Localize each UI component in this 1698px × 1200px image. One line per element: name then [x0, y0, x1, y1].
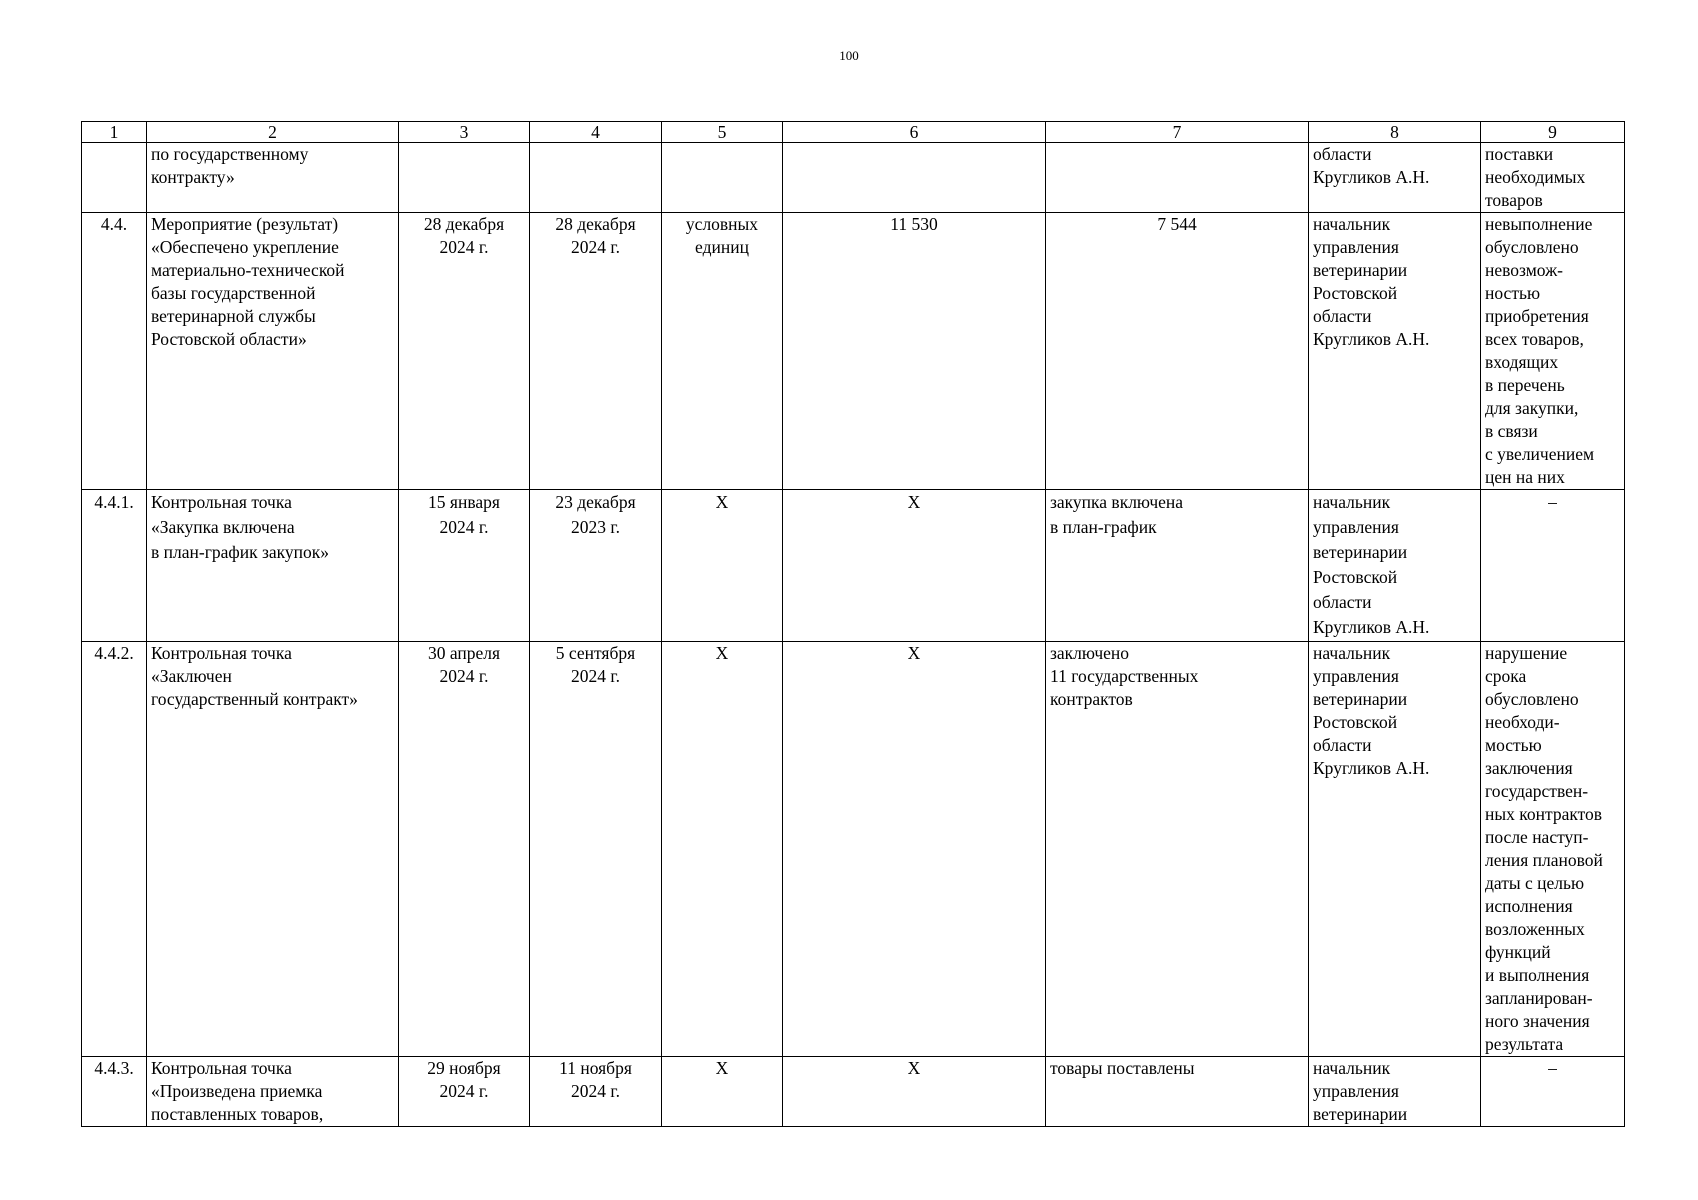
fact-date: 28 декабря 2024 г. — [530, 213, 662, 490]
fact-value: 7 544 — [1046, 213, 1309, 490]
item-name: Контрольная точка «Закупка включена в план-график закупок» — [147, 490, 399, 642]
column-header: 7 — [1046, 122, 1309, 143]
item-name: Мероприятие (результат) «Обеспечено укрепление материально-технической базы государственной ветеринарной службы Ростовской области» — [147, 213, 399, 490]
row-number: 4.4.3. — [82, 1057, 147, 1127]
column-header: 1 — [82, 122, 147, 143]
table-row — [82, 642, 1625, 1057]
responsible: начальник управления ветеринарии Ростовской области Кругликов А.Н. — [1309, 642, 1481, 1057]
plan-value — [783, 143, 1046, 213]
column-number-row — [82, 122, 1625, 143]
item-name: Контрольная точка «Произведена приемка поставленных товаров, — [147, 1057, 399, 1127]
plan-value: 11 530 — [783, 213, 1046, 490]
row-number — [82, 143, 147, 213]
table-row — [82, 490, 1625, 642]
item-name: Контрольная точка «Заключен государственный контракт» — [147, 642, 399, 1057]
column-header: 2 — [147, 122, 399, 143]
reason: нарушение срока обусловлено необходи- мостью заключения государствен- ных контрактов после наступ- ления плановой даты с целью исполнения возложенных функций и выполнения запланирован- ного значения результата — [1481, 642, 1625, 1057]
reason: поставки необходимых товаров — [1481, 143, 1625, 213]
fact-date: 5 сентября 2024 г. — [530, 642, 662, 1057]
table-row — [82, 1057, 1625, 1127]
fact-date — [530, 143, 662, 213]
plan-value: Х — [783, 642, 1046, 1057]
column-header: 6 — [783, 122, 1046, 143]
column-header: 8 — [1309, 122, 1481, 143]
row-number: 4.4.1. — [82, 490, 147, 642]
unit: Х — [662, 1057, 783, 1127]
fact-value: закупка включена в план-график — [1046, 490, 1309, 642]
unit: Х — [662, 490, 783, 642]
reason: невыполнение обусловлено невозмож- ностью приобретения всех товаров, входящих в перечень для закупки, в связи с увеличением цен на них — [1481, 213, 1625, 490]
table-row — [82, 143, 1625, 213]
column-header: 3 — [399, 122, 530, 143]
reason: – — [1481, 1057, 1625, 1127]
fact-date: 23 декабря 2023 г. — [530, 490, 662, 642]
column-header: 9 — [1481, 122, 1625, 143]
report-table — [81, 121, 1625, 1127]
table-row — [82, 213, 1625, 490]
reason: – — [1481, 490, 1625, 642]
plan-date: 15 января 2024 г. — [399, 490, 530, 642]
plan-date: 29 ноября 2024 г. — [399, 1057, 530, 1127]
responsible: начальник управления ветеринарии — [1309, 1057, 1481, 1127]
plan-date — [399, 143, 530, 213]
responsible: области Кругликов А.Н. — [1309, 143, 1481, 213]
column-header: 4 — [530, 122, 662, 143]
plan-value: Х — [783, 490, 1046, 642]
page-number: 100 — [839, 48, 859, 63]
unit: Х — [662, 642, 783, 1057]
row-number: 4.4.2. — [82, 642, 147, 1057]
unit: условных единиц — [662, 213, 783, 490]
plan-value: Х — [783, 1057, 1046, 1127]
fact-value: заключено 11 государственных контрактов — [1046, 642, 1309, 1057]
responsible: начальник управления ветеринарии Ростовской области Кругликов А.Н. — [1309, 213, 1481, 490]
column-header: 5 — [662, 122, 783, 143]
unit — [662, 143, 783, 213]
fact-value — [1046, 143, 1309, 213]
plan-date: 28 декабря 2024 г. — [399, 213, 530, 490]
fact-date: 11 ноября 2024 г. — [530, 1057, 662, 1127]
responsible: начальник управления ветеринарии Ростовской области Кругликов А.Н. — [1309, 490, 1481, 642]
row-number: 4.4. — [82, 213, 147, 490]
plan-date: 30 апреля 2024 г. — [399, 642, 530, 1057]
fact-value: товары поставлены — [1046, 1057, 1309, 1127]
item-name: по государственному контракту» — [147, 143, 399, 213]
